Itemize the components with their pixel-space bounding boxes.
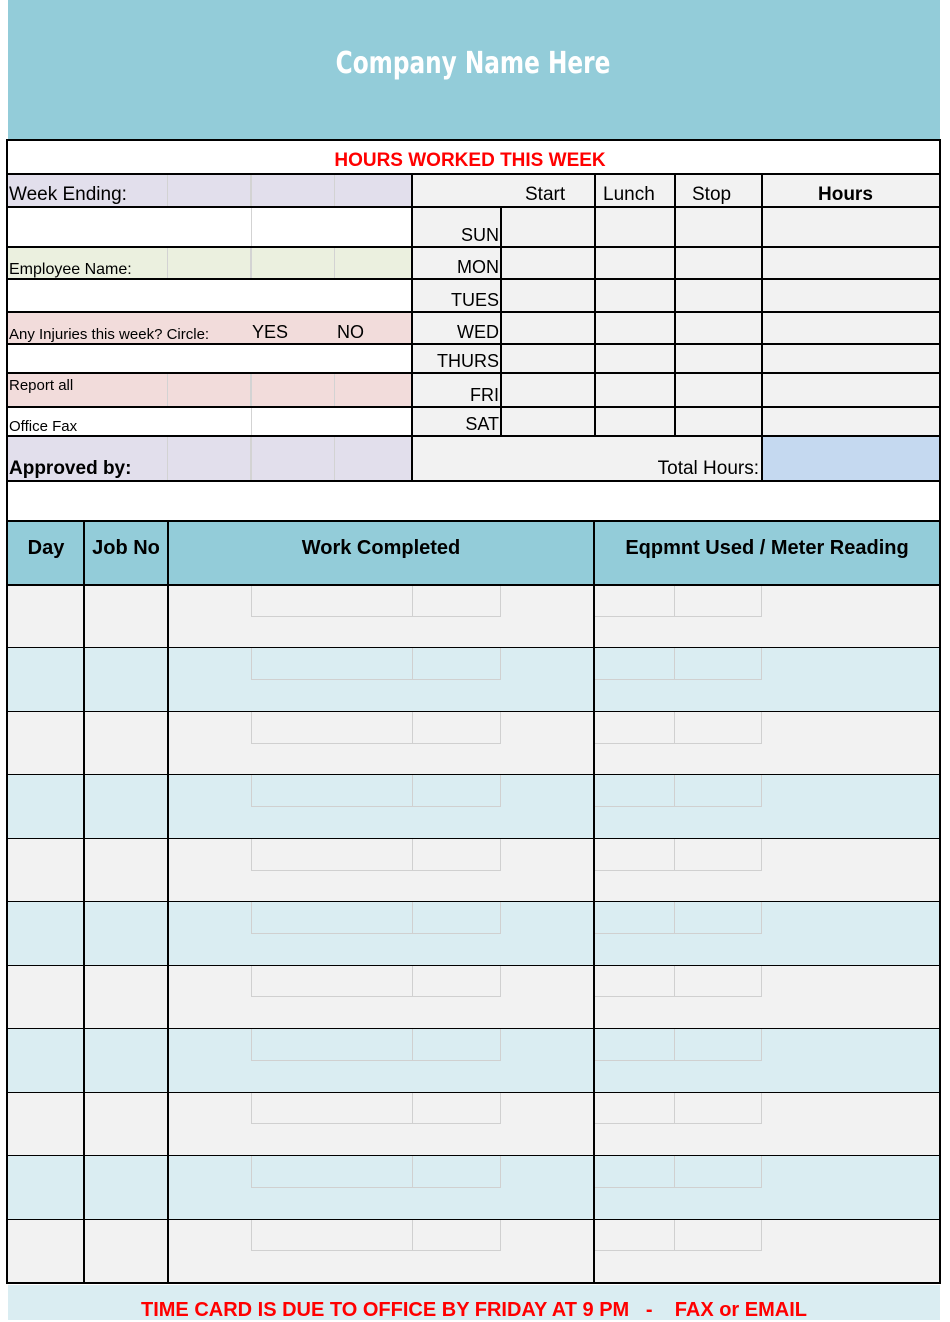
divider: [7, 173, 941, 175]
cell-guide: [594, 1093, 762, 1125]
divider: [7, 278, 941, 280]
column-divider: [83, 521, 85, 1284]
divider: [594, 173, 596, 207]
day-sun: SUN: [460, 225, 499, 245]
cell-guide: [412, 585, 413, 617]
day-thurs: THURS: [437, 351, 499, 371]
job-no-cell[interactable]: [84, 775, 168, 838]
employee-name-input[interactable]: [8, 280, 412, 312]
cell-guide: [674, 1156, 675, 1188]
cell-guide: [674, 1029, 675, 1061]
day-wed: WED: [457, 322, 499, 342]
cell-guide: [594, 902, 762, 934]
divider: [7, 435, 941, 437]
cell-guide: [251, 648, 501, 680]
row-divider: [7, 584, 941, 586]
cell-guide: [594, 1156, 762, 1188]
divider: [500, 206, 502, 436]
day-cell[interactable]: [8, 1220, 84, 1283]
day-cell[interactable]: [8, 585, 84, 648]
cell-guide: [412, 648, 413, 680]
day-fri: FRI: [470, 385, 499, 405]
job-no-cell[interactable]: [84, 712, 168, 775]
cell-guide: [412, 1093, 413, 1125]
cell-guide: [674, 902, 675, 934]
week-ending-input[interactable]: [8, 207, 412, 247]
cell-guide: [594, 1029, 762, 1061]
left-grid-guide: [167, 436, 251, 481]
cell-guide: [674, 966, 675, 998]
cell-guide: [594, 648, 762, 680]
job-no-cell[interactable]: [84, 648, 168, 711]
cell-guide: [594, 1220, 762, 1252]
day-cell[interactable]: [8, 1029, 84, 1092]
day-cell[interactable]: [8, 902, 84, 965]
cell-guide: [674, 585, 675, 617]
job-no-cell[interactable]: [84, 1093, 168, 1156]
cell-guide: [594, 712, 762, 744]
cell-guide: [594, 585, 762, 617]
cell-guide: [412, 775, 413, 807]
left-grid-guide: [251, 174, 335, 207]
injuries-label: Any Injuries this week? Circle:: [9, 326, 210, 343]
left-grid-guide: [167, 247, 251, 280]
cell-guide: [251, 1220, 501, 1252]
left-grid-guide: [251, 247, 335, 280]
day-mon: MON: [457, 257, 499, 277]
day-sat: SAT: [465, 414, 499, 434]
job-no-cell[interactable]: [84, 585, 168, 648]
row-divider: [7, 1282, 941, 1284]
divider: [411, 173, 413, 482]
divider: [7, 343, 941, 345]
cell-guide: [594, 839, 762, 871]
divider: [674, 173, 676, 207]
col-hours: Hours: [818, 184, 873, 205]
divider: [7, 206, 941, 208]
cell-guide: [412, 839, 413, 871]
cell-guide: [412, 1156, 413, 1188]
cell-guide: [412, 966, 413, 998]
job-no-cell[interactable]: [84, 966, 168, 1029]
day-cell[interactable]: [8, 775, 84, 838]
cell-guide: [251, 902, 501, 934]
job-no-cell[interactable]: [84, 1220, 168, 1283]
work-col-equipment: Eqpmnt Used / Meter Reading: [625, 537, 909, 559]
column-divider: [593, 521, 595, 1284]
cell-guide: [251, 1029, 501, 1061]
cell-guide: [251, 839, 501, 871]
divider: [7, 406, 941, 408]
day-cell[interactable]: [8, 712, 84, 775]
injury-no-option[interactable]: NO: [337, 322, 364, 342]
approved-by-label: Approved by:: [9, 458, 132, 479]
cell-guide: [594, 966, 762, 998]
divider: [594, 206, 596, 436]
left-grid-guide: [251, 436, 335, 481]
left-grid-guide: [167, 373, 251, 406]
report-all-label: Report all: [9, 377, 74, 394]
cell-guide: [412, 1220, 413, 1252]
day-cell[interactable]: [8, 1093, 84, 1156]
divider: [7, 480, 941, 482]
day-cell[interactable]: [8, 966, 84, 1029]
work-col-job-no: Job No: [92, 537, 160, 559]
cell-guide: [594, 775, 762, 807]
divider: [674, 206, 676, 436]
total-hours-label: Total Hours:: [657, 458, 759, 479]
col-start: Start: [525, 184, 566, 205]
cell-guide: [674, 712, 675, 744]
cell-guide: [412, 712, 413, 744]
left-grid-guide: [167, 174, 251, 207]
cell-guide: [674, 1220, 675, 1252]
cell-guide: [251, 966, 501, 998]
work-col-day: Day: [27, 537, 65, 559]
employee-name-label: Employee Name:: [9, 261, 132, 278]
company-name: Company Name Here: [335, 46, 611, 81]
injury-yes-option[interactable]: YES: [252, 322, 289, 342]
cell-guide: [251, 712, 501, 744]
cell-guide: [412, 902, 413, 934]
hours-worked-title: HOURS WORKED THIS WEEK: [334, 150, 606, 171]
divider: [7, 139, 941, 141]
divider: [7, 311, 941, 313]
cell-guide: [674, 1093, 675, 1125]
job-no-cell[interactable]: [84, 902, 168, 965]
footer-notice: TIME CARD IS DUE TO OFFICE BY FRIDAY AT 9 PM - FAX or EMAIL: [141, 1299, 807, 1321]
cell-guide: [251, 1156, 501, 1188]
left-grid-guide: [251, 406, 252, 436]
left-grid-guide: [251, 207, 252, 247]
total-hours-value[interactable]: [762, 436, 940, 481]
cell-guide: [674, 839, 675, 871]
day-cell[interactable]: [8, 1156, 84, 1219]
office-fax-label: Office Fax: [9, 418, 78, 435]
divider: [761, 173, 763, 482]
cell-guide: [674, 648, 675, 680]
divider: [7, 372, 941, 374]
column-divider: [6, 521, 8, 1284]
col-lunch: Lunch: [603, 184, 655, 205]
job-no-cell[interactable]: [84, 839, 168, 902]
col-stop: Stop: [692, 184, 732, 205]
divider: [7, 246, 941, 248]
day-cell[interactable]: [8, 839, 84, 902]
day-tues: TUES: [450, 290, 499, 310]
cell-guide: [251, 775, 501, 807]
cell-guide: [674, 775, 675, 807]
cell-guide: [412, 1029, 413, 1061]
job-no-cell[interactable]: [84, 1029, 168, 1092]
column-divider: [167, 521, 169, 1284]
work-col-work-completed: Work Completed: [301, 537, 461, 559]
divider: [939, 139, 941, 523]
week-ending-label: Week Ending:: [9, 184, 127, 205]
left-grid-guide: [251, 373, 335, 406]
cell-guide: [251, 585, 501, 617]
job-no-cell[interactable]: [84, 1156, 168, 1219]
divider: [6, 139, 8, 523]
cell-guide: [251, 1093, 501, 1125]
day-cell[interactable]: [8, 648, 84, 711]
column-divider: [939, 521, 941, 1284]
